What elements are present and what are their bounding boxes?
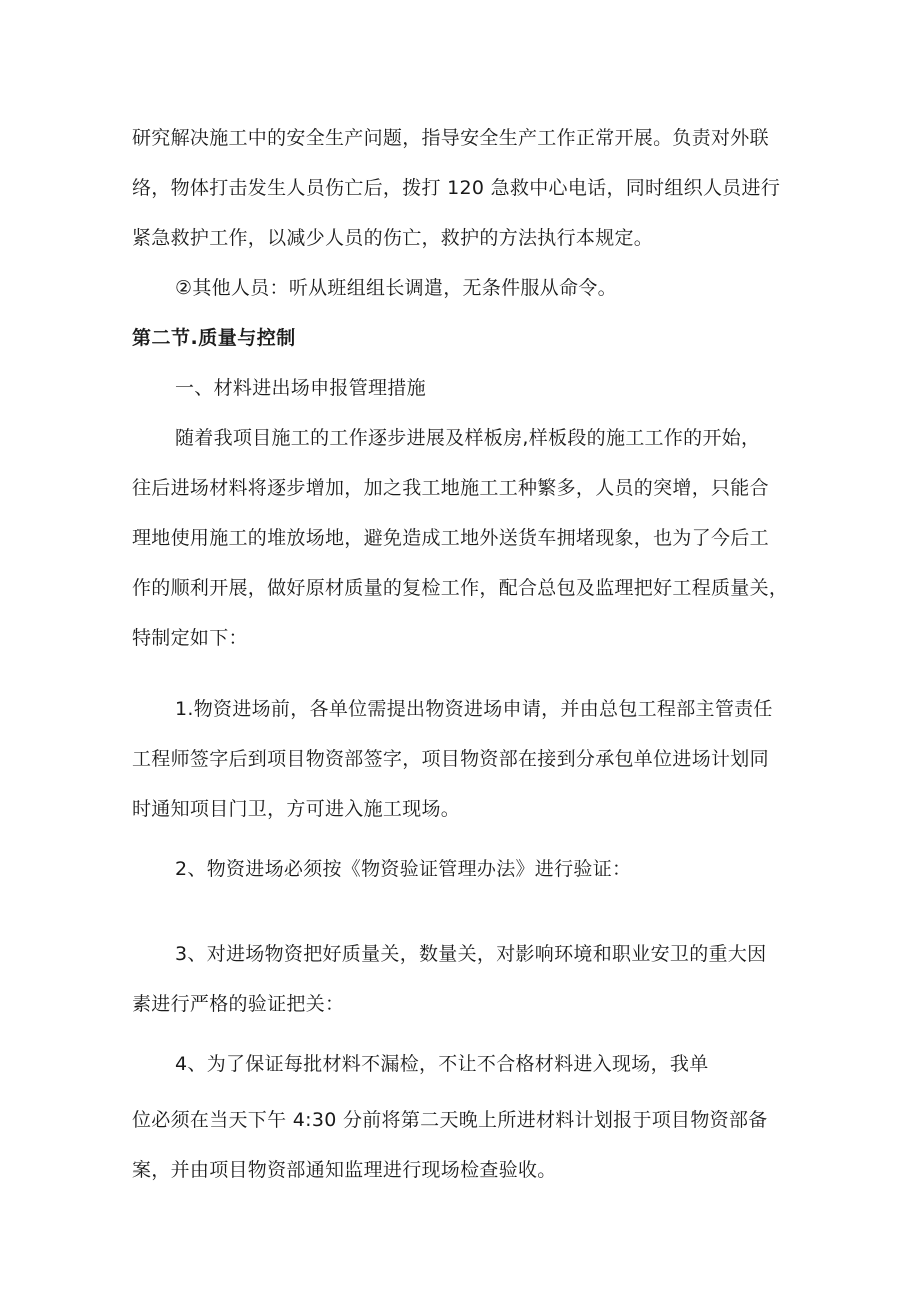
list-item-1-line: 1.物资进场前，各单位需提出物资进场申请，并由总包工程部主管责任 — [175, 698, 773, 720]
list-item-3-line: 素进行严格的验证把关： — [132, 993, 345, 1015]
paragraph-line: 理地使用施工的堆放场地，避免造成工地外送货车拥堵现象，也为了今后工 — [132, 527, 769, 549]
paragraph-line: 研究解决施工中的安全生产问题，指导安全生产工作正常开展。负责对外联 — [132, 127, 769, 149]
list-item-3-line: 3、对进场物资把好质量关，数量关，对影响环境和职业安卫的重大因 — [175, 943, 767, 965]
paragraph-line: 络，物体打击发生人员伤亡后，拨打 120 急救中心电话，同时组织人员进行 — [132, 177, 781, 199]
paragraph-line: 作的顺利开展，做好原材质量的复检工作，配合总包及监理把好工程质量关， — [132, 577, 789, 599]
paragraph-line: 往后进场材料将逐步增加，加之我工地施工工种繁多，人员的突增，只能合 — [132, 477, 769, 499]
paragraph-line: 随着我项目施工的工作逐步进展及样板房,样板段的施工工作的开始， — [175, 427, 761, 449]
paragraph-line: 紧急救护工作，以减少人员的伤亡，救护的方法执行本规定。 — [132, 227, 654, 249]
list-item-2: 2、物资进场必须按《物资验证管理办法》进行验证： — [175, 858, 632, 880]
list-item-1-line: 时通知项目门卫，方可进入施工现场。 — [132, 798, 461, 820]
list-item-4-continuation: 位必须在当天下午 4:30 分前将第二天晚上所进材料计划报于项目物资部备 — [132, 1109, 768, 1131]
subheading: 一、材料进出场申报管理措施 — [175, 377, 426, 399]
section-heading: 第二节.质量与控制 — [132, 327, 296, 349]
paragraph-line: 特制定如下： — [132, 627, 248, 649]
other-staff-paragraph: ②其他人员：听从班组组长调遣，无条件服从命令。 — [175, 277, 617, 299]
list-item-4-continuation: 案，并由项目物资部通知监理进行现场检查验收。 — [132, 1159, 557, 1181]
list-item-1-line: 工程师签字后到项目物资部签字，项目物资部在接到分承包单位进场计划同 — [132, 748, 769, 770]
list-item-4-line: 4、为了保证每批材料不漏检，不让不合格材料进入现场，我单 — [175, 1053, 709, 1075]
